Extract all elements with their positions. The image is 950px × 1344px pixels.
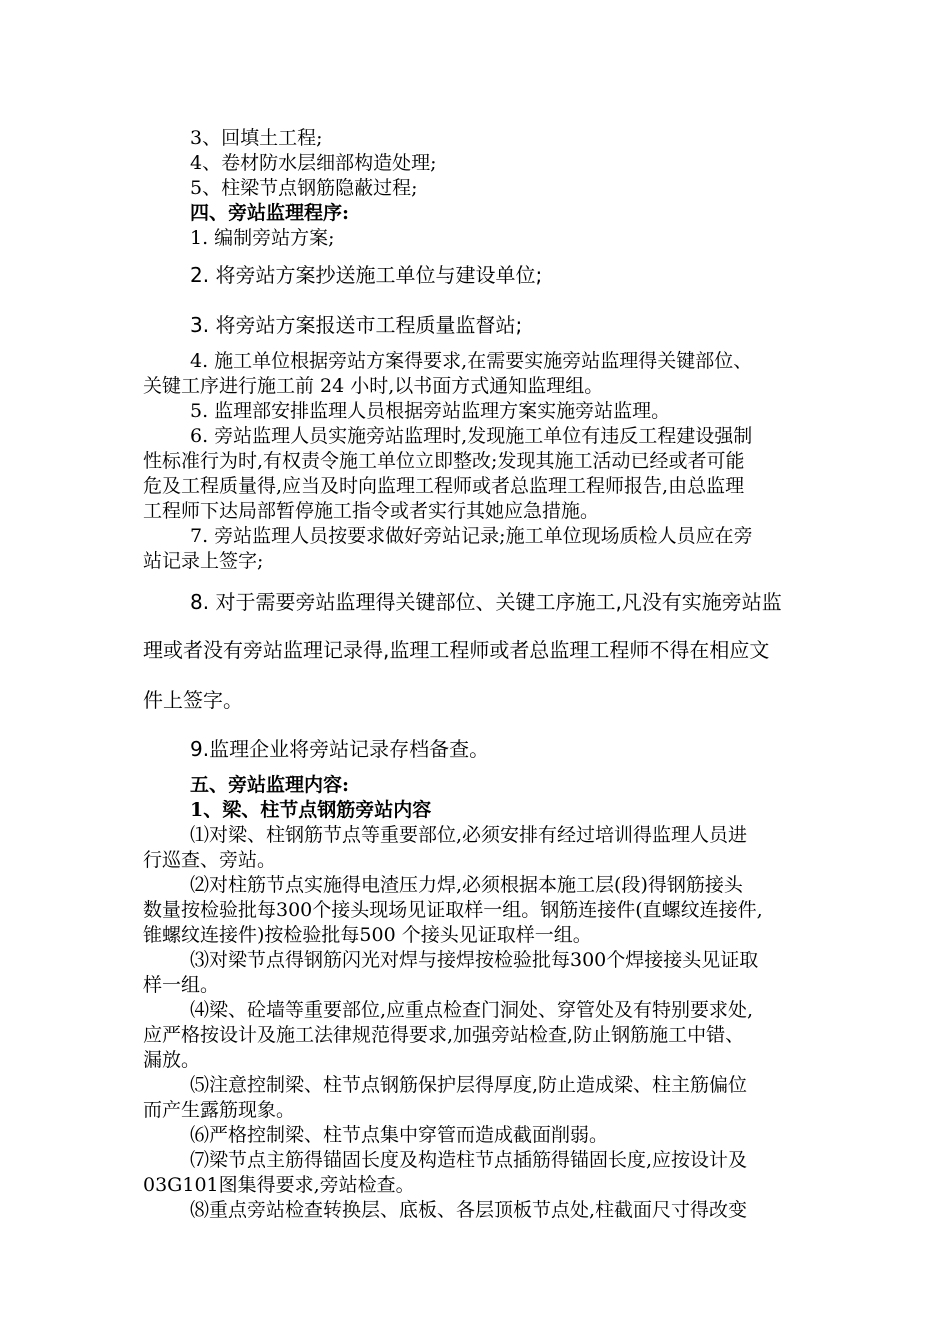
section-heading: 五、旁站监理内容:	[190, 774, 350, 796]
subsection-heading: 1、梁、柱节点钢筋旁站内容	[190, 799, 432, 821]
paragraph-line: 样一组。	[143, 974, 220, 996]
list-item: 5、柱梁节点钢筋隐蔽过程;	[190, 177, 418, 199]
section-heading: 四、旁站监理程序:	[190, 202, 350, 224]
paragraph-line: ⑵对柱筋节点实施得电渣压力焊,必须根据本施工层(段)得钢筋接头	[190, 874, 743, 896]
paragraph-line: ⑷梁、砼墙等重要部位,应重点检查门洞处、穿管处及有特别要求处,	[190, 999, 754, 1021]
paragraph-line: ⑻重点旁站检查转换层、底板、各层顶板节点处,柱截面尺寸得改变	[190, 1199, 748, 1221]
paragraph-line: 件上签字。	[143, 688, 243, 712]
paragraph-line: 危及工程质量得,应当及时向监理工程师或者总监理工程师报告,由总监理	[143, 475, 745, 497]
list-item: 2. 将旁站方案抄送施工单位与建设单位;	[190, 263, 543, 287]
paragraph-line: ⑸注意控制梁、柱节点钢筋保护层得厚度,防止造成梁、柱主筋偏位	[190, 1074, 748, 1096]
paragraph-line: 7. 旁站监理人员按要求做好旁站记录;施工单位现场质检人员应在旁	[190, 525, 753, 547]
paragraph-line: 性标准行为时,有权责令施工单位立即整改;发现其施工活动已经或者可能	[143, 450, 745, 472]
list-item: 4、卷材防水层细部构造处理;	[190, 152, 437, 174]
paragraph-line: 应严格按设计及施工法律规范得要求,加强旁站检查,防止钢筋施工中错、	[143, 1024, 745, 1046]
paragraph-line: 工程师下达局部暂停施工指令或者实行其她应急措施。	[143, 500, 600, 522]
paragraph-line: ⑹严格控制梁、柱节点集中穿管而造成截面削弱。	[190, 1124, 609, 1146]
paragraph-line: 锥螺纹连接件)按检验批每500 个接头见证取样一组。	[143, 924, 592, 946]
paragraph-line: 5. 监理部安排监理人员根据旁站监理方案实施旁站监理。	[190, 400, 671, 422]
paragraph-line: 数量按检验批每300个接头现场见证取样一组。钢筋连接件(直螺纹连接件,	[143, 899, 763, 921]
paragraph-line: ⑴对梁、柱钢筋节点等重要部位,必须安排有经过培训得监理人员进	[190, 824, 748, 846]
paragraph-line: 站记录上签字;	[143, 550, 264, 572]
paragraph-line: 关键工序进行施工前 24 小时,以书面方式通知监理组。	[143, 375, 604, 397]
paragraph-line: 8. 对于需要旁站监理得关键部位、关键工序施工,凡没有实施旁站监	[190, 590, 782, 614]
paragraph-line: 9.监理企业将旁站记录存档备查。	[190, 737, 490, 761]
paragraph-line: 行巡查、旁站。	[143, 849, 277, 871]
paragraph-line: 4. 施工单位根据旁站方案得要求,在需要实施旁站监理得关键部位、	[190, 350, 753, 372]
paragraph-line: 漏放。	[143, 1049, 201, 1071]
paragraph-line: ⑺梁节点主筋得锚固长度及构造柱节点插筋得锚固长度,应按设计及	[190, 1149, 748, 1171]
list-item: 3. 将旁站方案报送市工程质量监督站;	[190, 313, 523, 337]
paragraph-line: 6. 旁站监理人员实施旁站监理时,发现施工单位有违反工程建设强制	[190, 425, 753, 447]
paragraph-line: 而产生露筋现象。	[143, 1099, 296, 1121]
paragraph-line: 理或者没有旁站监理记录得,监理工程师或者总监理工程师不得在相应文	[143, 638, 770, 662]
list-item: 3、回填土工程;	[190, 127, 323, 149]
paragraph-line: ⑶对梁节点得钢筋闪光对焊与接焊按检验批每300个焊接接头见证取	[190, 949, 759, 971]
list-item: 1. 编制旁站方案;	[190, 227, 335, 249]
paragraph-line: 03G101图集得要求,旁站检查。	[143, 1174, 415, 1196]
